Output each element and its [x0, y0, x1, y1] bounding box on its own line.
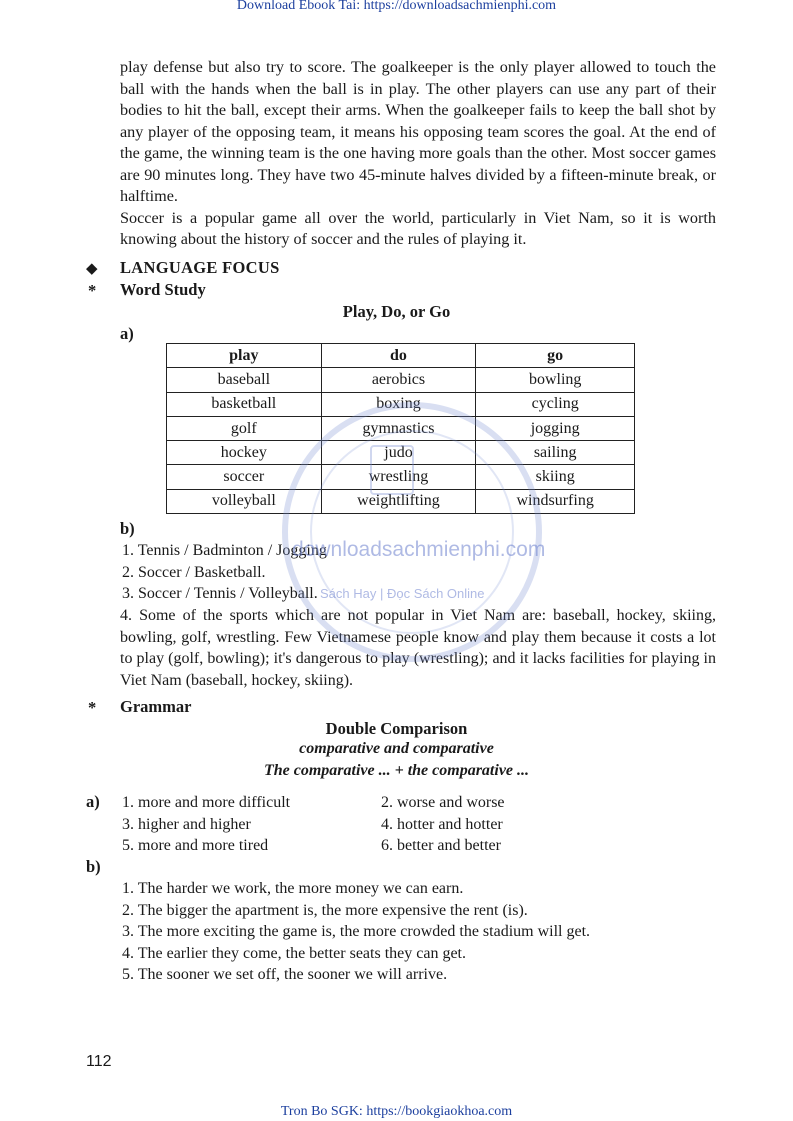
grammar-heading: Grammar	[120, 697, 192, 716]
grammar-a-item-4: 4. hotter and hotter	[381, 816, 503, 833]
table-cell: windsurfing	[476, 489, 635, 513]
table-header-row	[167, 344, 635, 368]
table-header-cell: go	[476, 344, 635, 368]
table-cell: bowling	[476, 368, 635, 392]
intro-paragraph-1: play defense but also try to score. The goalkeeper is the only player allowed to touch the ball with the hands when the ball is in play. The other players can use any part of their bodies to hit the ball, except their arms. When the goalkeeper fails to keep the ball shot by any player of the opposing team, it means his opposing team scores the goal. At the end of the game, the winning team is the one having more goals than the other. Most soccer games are 90 minutes long. They have two 45-minute halves divided by a fifteen-minute break, or halftime.	[120, 58, 716, 205]
table-cell: baseball	[167, 368, 322, 392]
table-cell: gymnastics	[321, 416, 476, 440]
table-cell: weightlifting	[321, 489, 476, 513]
grammar-b-item-3: 3. The more exciting the game is, the more crowded the stadium will get.	[122, 923, 591, 940]
grammar-a-item-6: 6. better and better	[381, 837, 501, 854]
table-cell: jogging	[476, 416, 635, 440]
table-cell: judo	[321, 441, 476, 465]
table-row	[167, 368, 635, 392]
table-cell: sailing	[476, 441, 635, 465]
grammar-subtitle-2: The comparative ... + the comparative ...	[263, 762, 530, 779]
table-title: Play, Do, or Go	[342, 302, 451, 321]
table-cell: soccer	[167, 465, 322, 489]
table-cell: skiing	[476, 465, 635, 489]
intro-paragraph	[120, 57, 716, 251]
page-footer-link[interactable]: Tron Bo SGK: https://bookgiaokhoa.com	[280, 1104, 513, 1119]
grammar-a-item-2: 2. worse and worse	[381, 794, 505, 811]
page-header-link[interactable]: Download Ebook Tai: https://downloadsachmienphi.com	[236, 0, 557, 13]
word-study-answer-2: 2. Soccer / Basketball.	[122, 564, 266, 581]
watermark-site-text: downloadsachmienphi.com	[292, 538, 546, 561]
table-header-cell: do	[321, 344, 476, 368]
table-cell: boxing	[321, 392, 476, 416]
word-study-answer-4: 4. Some of the sports which are not popular in Viet Nam are: baseball, hockey, skiing, bowling, golf, wrestling. Few Vietnamese people know and play them because it costs a lot to play (golf, bowling); it's dangerous to play (wrestling); and it lacks facilities for playing in Viet Nam (baseball, hockey, skiing).	[120, 607, 716, 689]
word-study-part-a: a)	[120, 324, 134, 343]
word-study-heading: Word Study	[120, 280, 206, 299]
table-cell: golf	[167, 416, 322, 440]
word-study-answer-1: 1. Tennis / Badminton / Jogging	[122, 542, 327, 559]
table-cell: aerobics	[321, 368, 476, 392]
grammar-b-item-4: 4. The earlier they come, the better seats they can get.	[122, 945, 466, 962]
table-cell: basketball	[167, 392, 322, 416]
table-cell: volleyball	[167, 489, 322, 513]
table-cell: cycling	[476, 392, 635, 416]
word-study-part-b: b)	[120, 519, 135, 538]
table-header-cell: play	[167, 344, 322, 368]
grammar-part-a: a)	[86, 792, 100, 811]
table-cell: wrestling	[321, 465, 476, 489]
grammar-b-item-5: 5. The sooner we set off, the sooner we will arrive.	[122, 966, 448, 983]
grammar-a-item-5: 5. more and more tired	[122, 837, 269, 854]
diamond-bullet-icon: ◆	[86, 261, 98, 277]
grammar-subtitle-1: comparative and comparative	[299, 740, 494, 757]
language-focus-heading: LANGUAGE FOCUS	[120, 258, 280, 277]
watermark-book-icon	[370, 445, 414, 495]
word-study-answer-3: 3. Soccer / Tennis / Volleyball.	[122, 585, 318, 602]
watermark-tagline: Sách Hay | Đọc Sách Online	[320, 586, 485, 601]
grammar-b-item-1: 1. The harder we work, the more money we can earn.	[122, 880, 464, 897]
grammar-a-item-1: 1. more and more difficult	[122, 794, 291, 811]
grammar-part-b: b)	[86, 857, 101, 876]
grammar-title: Double Comparison	[325, 719, 468, 738]
grammar-b-item-2: 2. The bigger the apartment is, the more expensive the rent (is).	[122, 902, 528, 919]
grammar-a-item-3: 3. higher and higher	[122, 816, 251, 833]
word-study-star: *	[88, 281, 97, 300]
page-number: 112	[86, 1053, 112, 1070]
grammar-star: *	[88, 698, 97, 717]
intro-paragraph-2: Soccer is a popular game all over the world, particularly in Viet Nam, so it is worth knowing about the history of soccer and the rules of playing it.	[120, 208, 716, 248]
table-cell: hockey	[167, 441, 322, 465]
